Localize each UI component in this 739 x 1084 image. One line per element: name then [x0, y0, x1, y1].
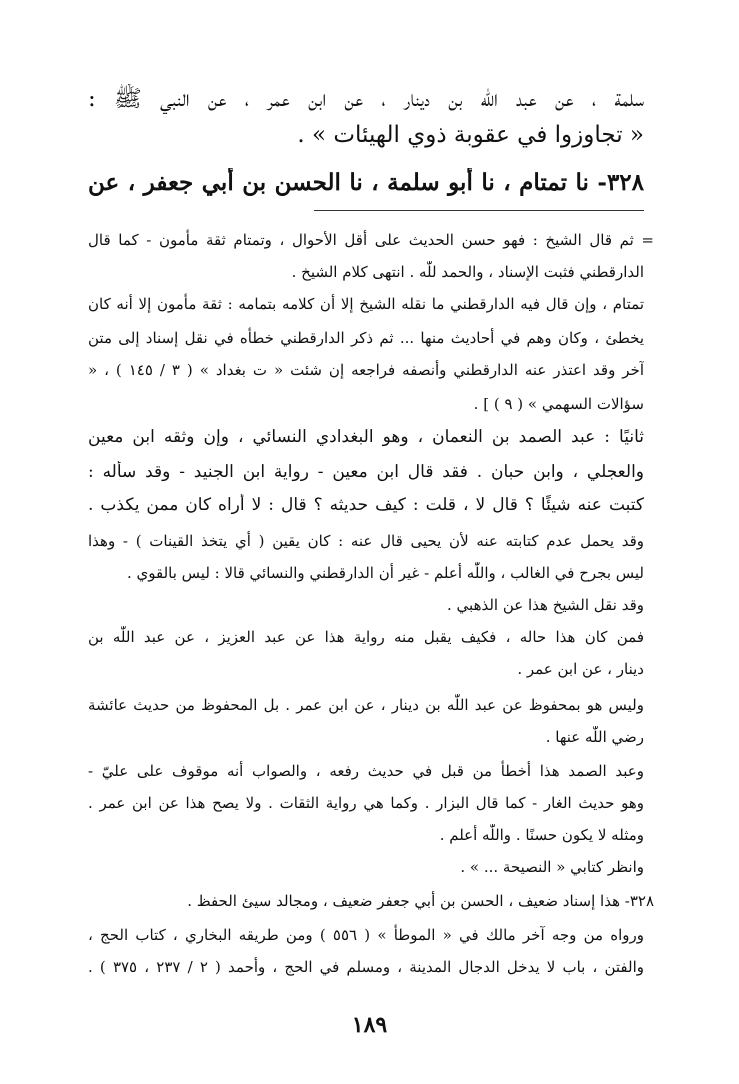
footnote-line: وقد نقل الشيخ هذا عن الذهبي .: [447, 596, 644, 614]
footnote-line: ومثله لا يكون حسنًا . واللّٰه أعلم .: [439, 826, 644, 844]
footnote-line: وقد يحمل عدم كتابته عنه لأن يحيى قال عنه : كان يقين ( أي يتخذ القينات ) - وهذا: [88, 532, 644, 550]
footnote-line: فمن كان هذا حاله ، فكيف يقبل منه رواية هذا عن عبد العزيز ، عن عبد اللّٰه بن: [88, 628, 644, 646]
footnote-line: آخر وقد اعتذر عنه الدارقطني وأنصفه فراجعه إن شئت « ت بغداد » ( ٣ / ١٤٥ ) ، «: [88, 361, 644, 379]
footnote-line: كتبت عنه شيئًا ؟ قال لا ، قلت : كيف حديثه ؟ قال : لا أراه كان ممن يكذب .: [88, 495, 644, 515]
footnote-line: رضي اللّٰه عنها .: [545, 728, 644, 746]
hadith-328-heading: ٣٢٨- نا تمتام ، نا أبو سلمة ، نا الحسن بن أبي جعفر ، عن: [88, 169, 644, 196]
footnote-328: ٣٢٨- هذا إسناد ضعيف ، الحسن بن أبي جعفر ضعيف ، ومجالد سيئ الحفظ .: [187, 892, 654, 910]
footnote-divider: [314, 210, 644, 211]
footnote-line: ثانيًا : عبد الصمد بن النعمان ، وهو البغدادي النسائي ، وإن وثقه ابن معين: [88, 427, 644, 447]
footnote-line: = ثم قال الشيخ : فهو حسن الحديث على أقل الأحوال ، وتمتام ثقة مأمون - كما قال: [88, 231, 654, 249]
footnote-line: والفتن ، باب لا يدخل الدجال المدينة ، ومسلم في الحج ، وأحمد ( ٢ / ٢٣٧ ، ٣٧٥ ) .: [88, 958, 644, 976]
footnote-line: ليس بجرح في الغالب ، واللّٰه أعلم - غير أن الدارقطني والنسائي قالا : ليس بالقوي .: [126, 564, 644, 582]
footnote-line: وهو حديث الغار - كما قال البزار . وكما هي رواية الثقات . ولا يصح هذا عن ابن عمر .: [88, 794, 644, 812]
footnote-line: وليس هو بمحفوظ عن عبد اللّٰه بن دينار ، عن ابن عمر . بل المحفوظ من حديث عائشة: [88, 696, 644, 714]
footnote-line: الدارقطني فثبت الإسناد ، والحمد للّٰه . انتهى كلام الشيخ .: [291, 263, 644, 281]
footnote-line: ورواه من وجه آخر مالك في « الموطأ » ( ٥٥٦ ) ومن طريقه البخاري ، كتاب الحج ،: [88, 926, 644, 944]
main-text-line: سلمة ، عن عبد اللّٰه بن دينار ، عن ابن عمر ، عن النبي ﷺ :: [88, 86, 644, 112]
footnote-line: تمتام ، وإن قال فيه الدارقطني ما نقله الشيخ إلا أن كلامه بتمامه : ثقة مأمون إلا أنه كان: [88, 295, 644, 313]
footnote-line: وانظر كتابي « النصيحة ... » .: [460, 858, 644, 876]
page-number: ١٨٩: [351, 1012, 388, 1038]
footnote-line: وعبد الصمد هذا أخطأ من قبل في حديث رفعه ، والصواب أنه موقوف على عليّ -: [88, 762, 644, 780]
footnote-line: دينار ، عن ابن عمر .: [517, 660, 644, 678]
footnote-line: سؤالات السهمي » ( ٩ ) ] .: [473, 395, 644, 413]
footnote-line: يخطئ ، وكان وهم في أحاديث منها ... ثم ذكر الدارقطني خطأه في نقل إسناد إلى متن: [88, 329, 644, 347]
main-text-line: « تجاوزوا في عقوبة ذوي الهيئات » .: [297, 122, 644, 148]
footnote-line: والعجلي ، وابن حبان . فقد قال ابن معين - رواية ابن الجنيد - وقد سأله :: [88, 462, 644, 482]
